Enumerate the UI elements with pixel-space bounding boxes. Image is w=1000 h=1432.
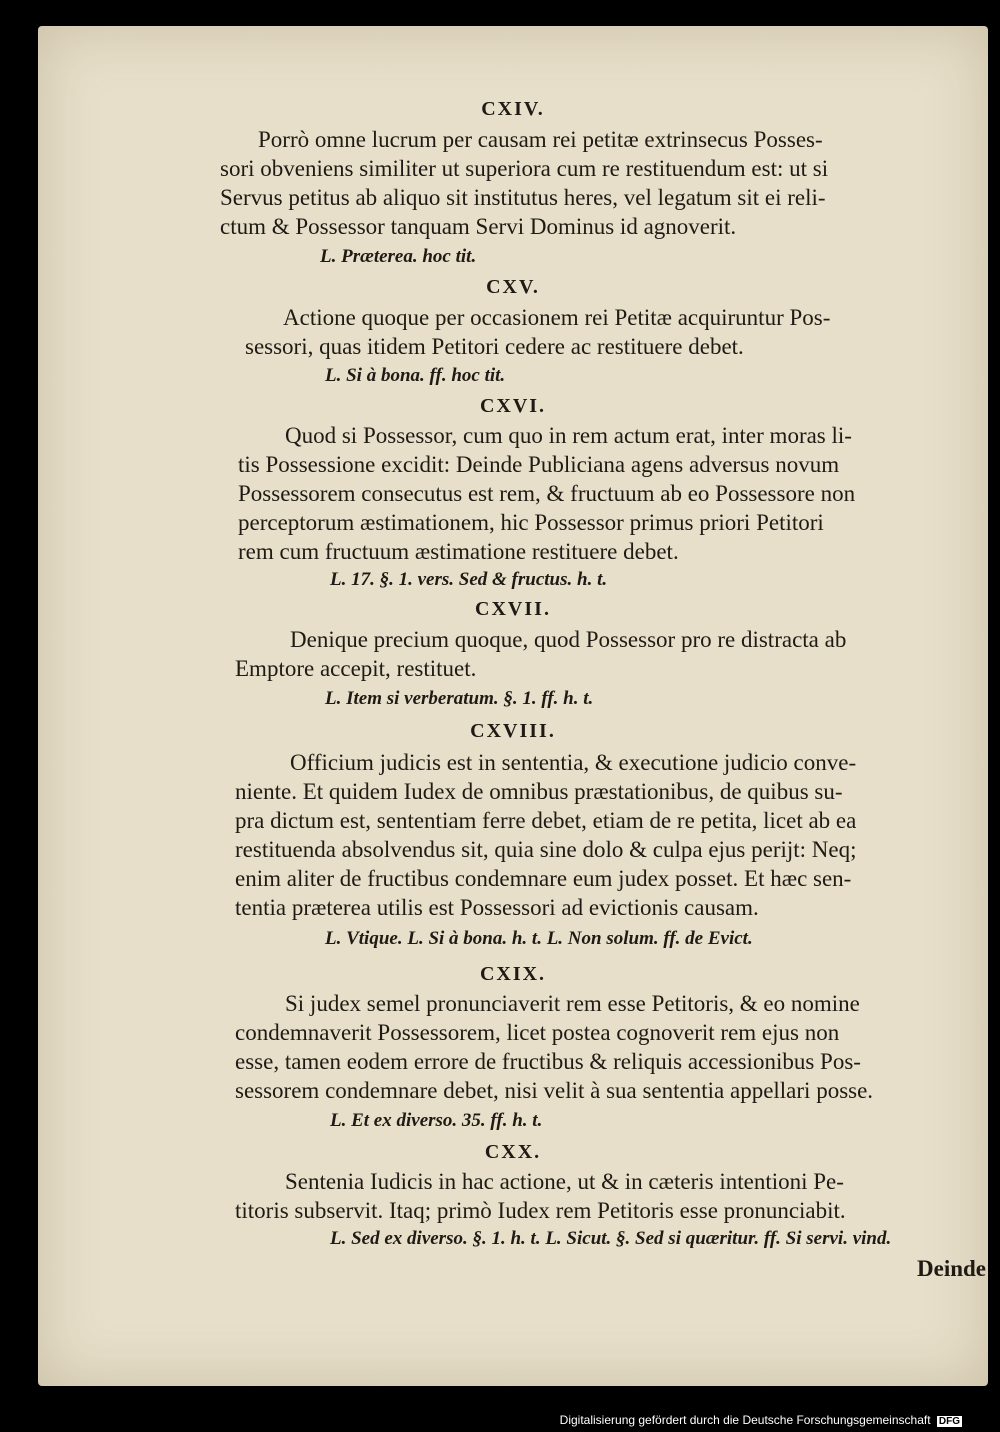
page-text [38,26,988,1386]
credit-text: Digitalisierung gefördert durch die Deutsche Forschungsgemeinschaft [559,1413,931,1427]
citation: L. Et ex diverso. 35. ff. h. t. [330,1110,543,1131]
catchword: Deinde [917,1256,986,1281]
text-line: Emptore accepit, restituet. [235,656,477,681]
text-line: esse, tamen eodem errore de fructibus & reliquis accessionibus Pos- [235,1049,861,1074]
dfg-logo: DFG [938,1416,960,1427]
text-line: Sentenia Iudicis in hac actione, ut & in cæteris intentioni Pe- [285,1169,844,1194]
text-line: rem cum fructuum æstimatione restituere debet. [238,539,679,564]
text-line: tentia præterea utilis est Possessori ad evictionis causam. [235,895,759,920]
digitization-credit [560,1413,962,1427]
text-line: ctum & Possessor tanquam Servi Dominus id agnoverit. [220,214,737,239]
text-line: perceptorum æstimationem, hic Possessor primus priori Petitori [238,510,824,535]
text-line: Porrò omne lucrum per causam rei petitæ extrinsecus Posses- [258,127,823,152]
text-line: Denique precium quoque, quod Possessor pro re distracta ab [290,627,847,652]
text-line: Actione quoque per occasionem rei Petitæ acquiruntur Pos- [283,305,831,330]
section-heading: CXIV. [481,98,545,120]
text-line: Officium judicis est in sententia, & executione judicio conve- [290,750,857,775]
text-line: sessorem condemnare debet, nisi velit à sua sententia appellari posse. [235,1078,874,1103]
section-heading: CXX. [484,1141,542,1163]
citation: L. Item si verberatum. §. 1. ff. h. t. [325,688,594,709]
book-page [38,26,988,1386]
citation: L. Præterea. hoc tit. [320,246,477,267]
citation: L. Vtique. L. Si à bona. h. t. L. Non solum. ff. de Evict. [325,928,753,949]
section-heading: CXVII. [475,598,551,620]
text-line: sessori, quas itidem Petitori cedere ac restituere debet. [245,334,744,359]
section-heading: CXVI. [479,395,547,417]
text-line: niente. Et quidem Iudex de omnibus præstationibus, de quibus su- [235,779,843,804]
text-line: condemnaverit Possessorem, licet postea cognoverit rem ejus non [235,1020,840,1045]
citation: L. 17. §. 1. vers. Sed & fructus. h. t. [330,569,608,590]
text-line: Si judex semel pronunciaverit rem esse Petitoris, & eo nomine [285,991,860,1016]
section-heading: CXV. [486,276,540,298]
text-line: Possessorem consecutus est rem, & fructuum ab eo Possessore non [238,481,856,506]
text-line: titoris subservit. Itaq; primò Iudex rem Petitoris esse pronunciabit. [235,1198,846,1223]
citation: L. Sed ex diverso. §. 1. h. t. L. Sicut. §. Sed si quæritur. ff. Si servi. vind. [330,1228,892,1249]
text-line: tis Possessione excidit: Deinde Publiciana agens adversus novum [238,452,840,477]
text-line: Quod si Possessor, cum quo in rem actum erat, inter moras li- [285,423,852,448]
text-line: sori obveniens similiter ut superiora cum re restituendum est: ut si [220,156,829,181]
section-heading: CXVIII. [470,720,556,742]
section-heading: CXIX. [479,963,547,985]
text-line: pra dictum est, sententiam ferre debet, etiam de re petita, licet ab ea [235,808,857,833]
text-line: enim aliter de fructibus condemnare eum judex posset. Et hæc sen- [235,866,852,891]
text-line: restituenda absolvendus sit, quia sine dolo & culpa ejus perijt: Neq; [235,837,857,862]
citation: L. Si à bona. ff. hoc tit. [325,365,506,386]
text-line: Servus petitus ab aliquo sit institutus heres, vel legatum sit ei reli- [220,185,826,210]
